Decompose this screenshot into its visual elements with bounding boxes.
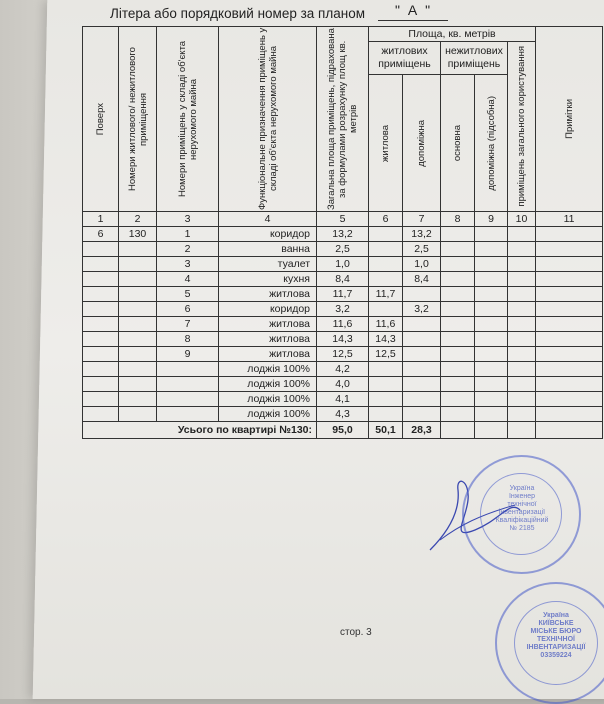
cell-premises <box>119 242 157 257</box>
col-notes-header: Примітки <box>536 27 603 212</box>
col-number: 2 <box>119 212 157 227</box>
table-row <box>83 257 603 272</box>
cell-aux <box>403 407 441 422</box>
cell-total: 3,2 <box>317 302 369 317</box>
area-group-header: Площа, кв. метрів <box>369 27 536 42</box>
cell-purpose: житлова <box>219 347 317 362</box>
totals-label: Усього по квартирі №130: <box>83 422 317 439</box>
cell-premises <box>119 377 157 392</box>
cell-living <box>369 377 403 392</box>
cell-room: 6 <box>157 302 219 317</box>
cell-purpose: житлова <box>219 332 317 347</box>
cell-premises <box>119 302 157 317</box>
cell-total: 4,3 <box>317 407 369 422</box>
col-number: 6 <box>369 212 403 227</box>
cell-living <box>369 242 403 257</box>
cell-purpose: ванна <box>219 242 317 257</box>
cell-floor <box>83 362 119 377</box>
residential-header: житлових приміщень <box>369 42 441 75</box>
col-number: 1 <box>83 212 119 227</box>
cell-total: 11,7 <box>317 287 369 302</box>
col-main-header: основна <box>441 75 475 212</box>
column-numbers-row <box>83 212 603 227</box>
cell-living <box>369 302 403 317</box>
cell-purpose: кухня <box>219 272 317 287</box>
col-number: 3 <box>157 212 219 227</box>
nonresidential-header: нежитлових приміщень <box>441 42 508 75</box>
table-row <box>83 332 603 347</box>
cell-room: 2 <box>157 242 219 257</box>
cell-room <box>157 377 219 392</box>
col-number: 10 <box>508 212 536 227</box>
totals-row <box>83 422 603 439</box>
table-row <box>83 362 603 377</box>
cell-total: 1,0 <box>317 257 369 272</box>
bti-stamp: Україна КИЇВСЬКЕ МІСЬКЕ БЮРО ТЕХНІЧНОЇ ІНВЕНТАРИЗАЦІЇ 03359224 <box>495 582 604 704</box>
col-room-header: Номери приміщень у складі об'єкта нерухомого майна <box>157 27 219 212</box>
col-premises-header: Номери житлового/ нежитлового приміщення <box>119 27 157 212</box>
premises-table <box>82 26 603 439</box>
cell-total: 8,4 <box>317 272 369 287</box>
cell-premises <box>119 317 157 332</box>
cell-floor <box>83 272 119 287</box>
cell-purpose: лоджія 100% <box>219 362 317 377</box>
cell-room: 5 <box>157 287 219 302</box>
table-row <box>83 317 603 332</box>
totals-total: 95,0 <box>317 422 369 439</box>
cell-living <box>369 407 403 422</box>
cell-floor <box>83 242 119 257</box>
table-row <box>83 407 603 422</box>
col-number: 5 <box>317 212 369 227</box>
cell-aux <box>403 392 441 407</box>
cell-purpose: житлова <box>219 317 317 332</box>
letter-underline <box>378 20 448 21</box>
cell-purpose: лоджія 100% <box>219 392 317 407</box>
cell-room: 4 <box>157 272 219 287</box>
table-row <box>83 377 603 392</box>
cell-purpose: туалет <box>219 257 317 272</box>
cell-floor <box>83 347 119 362</box>
cell-floor <box>83 302 119 317</box>
page-number: стор. 3 <box>340 627 372 638</box>
table-row <box>83 272 603 287</box>
cell-living: 11,7 <box>369 287 403 302</box>
cell-room: 8 <box>157 332 219 347</box>
table-header-row <box>83 27 603 42</box>
table-row <box>83 227 603 242</box>
cell-total: 11,6 <box>317 317 369 332</box>
cell-aux: 13,2 <box>403 227 441 242</box>
cell-premises <box>119 392 157 407</box>
cell-aux <box>403 362 441 377</box>
cell-room: 7 <box>157 317 219 332</box>
table-body <box>83 227 603 422</box>
table-row <box>83 242 603 257</box>
cell-aux <box>403 347 441 362</box>
cell-total: 12,5 <box>317 347 369 362</box>
col-number: 8 <box>441 212 475 227</box>
cell-purpose: коридор <box>219 227 317 242</box>
cell-premises <box>119 257 157 272</box>
cell-living <box>369 362 403 377</box>
col-number: 11 <box>536 212 603 227</box>
table-row <box>83 302 603 317</box>
cell-floor <box>83 407 119 422</box>
col-total-area-header: Загальна площа приміщень, підрахована за формулами розрахунку площ кв. метрів <box>317 27 369 212</box>
cell-floor: 6 <box>83 227 119 242</box>
cell-floor <box>83 257 119 272</box>
cell-premises <box>119 287 157 302</box>
cell-floor <box>83 287 119 302</box>
cell-floor <box>83 317 119 332</box>
cell-purpose: коридор <box>219 302 317 317</box>
cell-living: 14,3 <box>369 332 403 347</box>
cell-room: 9 <box>157 347 219 362</box>
totals-living: 50,1 <box>369 422 403 439</box>
col-living-header: житлова <box>369 75 403 212</box>
col-auxsub-header: допоміжна (підсобна) <box>475 75 508 212</box>
cell-aux <box>403 377 441 392</box>
cell-living: 11,6 <box>369 317 403 332</box>
cell-premises <box>119 362 157 377</box>
cell-aux: 8,4 <box>403 272 441 287</box>
cell-premises <box>119 347 157 362</box>
cell-aux <box>403 287 441 302</box>
cell-floor <box>83 332 119 347</box>
cell-floor <box>83 392 119 407</box>
cell-room <box>157 362 219 377</box>
table-row <box>83 287 603 302</box>
cell-total: 4,2 <box>317 362 369 377</box>
col-aux-header: допоміжна <box>403 75 441 212</box>
cell-purpose: лоджія 100% <box>219 407 317 422</box>
cell-total: 2,5 <box>317 242 369 257</box>
cell-room: 3 <box>157 257 219 272</box>
cell-purpose: лоджія 100% <box>219 377 317 392</box>
cell-living <box>369 272 403 287</box>
cell-floor <box>83 377 119 392</box>
cell-total: 14,3 <box>317 332 369 347</box>
cell-living <box>369 227 403 242</box>
table-row <box>83 392 603 407</box>
col-number: 9 <box>475 212 508 227</box>
col-floor-header: Поверх <box>83 27 119 212</box>
col-purpose-header: Функціональне призначення приміщень у складі об'єкта нерухомого майна <box>219 27 317 212</box>
cell-aux <box>403 332 441 347</box>
cell-total: 4,1 <box>317 392 369 407</box>
cell-living <box>369 257 403 272</box>
col-common-header: приміщень загального користування <box>508 42 536 212</box>
cell-purpose: житлова <box>219 287 317 302</box>
table-row <box>83 347 603 362</box>
engineer-stamp: Україна Інженер технічної інвентаризації Кваліфікаційний № 2185 <box>462 455 581 574</box>
cell-premises: 130 <box>119 227 157 242</box>
cell-room <box>157 392 219 407</box>
col-number: 4 <box>219 212 317 227</box>
plan-header-title: Літера або порядковий номер за планом <box>110 6 365 21</box>
cell-aux: 2,5 <box>403 242 441 257</box>
cell-premises <box>119 407 157 422</box>
cell-total: 13,2 <box>317 227 369 242</box>
totals-aux: 28,3 <box>403 422 441 439</box>
plan-letter: " А " <box>395 2 433 18</box>
cell-room: 1 <box>157 227 219 242</box>
cell-aux <box>403 317 441 332</box>
cell-aux: 1,0 <box>403 257 441 272</box>
cell-room <box>157 407 219 422</box>
col-number: 7 <box>403 212 441 227</box>
cell-living <box>369 392 403 407</box>
cell-premises <box>119 332 157 347</box>
cell-living: 12,5 <box>369 347 403 362</box>
cell-premises <box>119 272 157 287</box>
cell-aux: 3,2 <box>403 302 441 317</box>
cell-total: 4,0 <box>317 377 369 392</box>
